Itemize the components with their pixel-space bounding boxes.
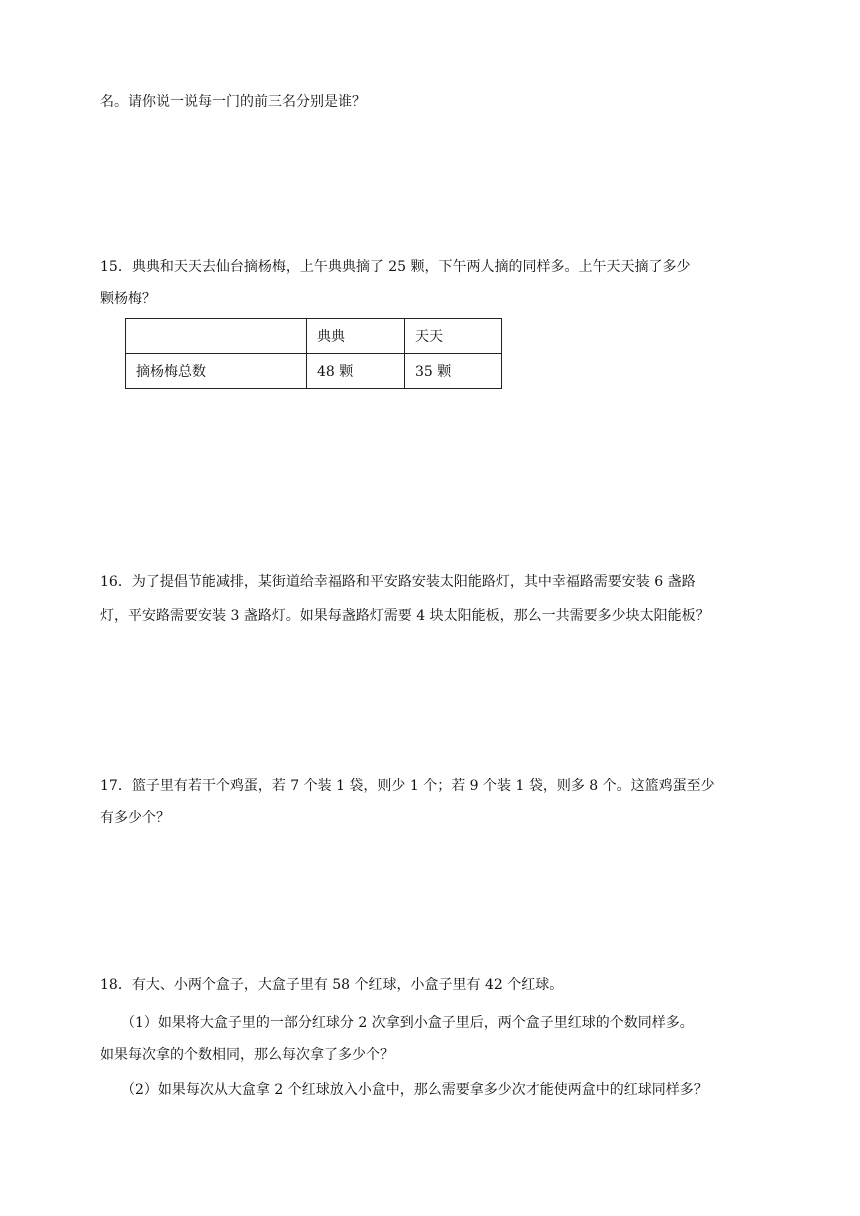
question-16-line-2: 灯，平安路需要安装 3 盏路灯。如果每盏路灯需要 4 块太阳能板，那么一共需要多少块太阳能板？ [100,608,710,624]
question-18-part-2: （2）如果每次从大盒拿 2 个红球放入小盒中，那么需要拿多少次才能使两盒中的红球同样多？ [121,1082,708,1098]
table-cell-tiantian: 35 颗 [405,354,502,389]
table-cell-diandian: 48 颗 [307,354,405,389]
question-14-continuation: 名。请你说一说每一门的前三名分别是谁？ [100,94,366,110]
question-18-part-1-line-2: 如果每次拿的个数相同，那么每次拿了多少个？ [100,1047,394,1063]
table-row [126,354,502,389]
question-15-line-2: 颗杨梅？ [100,291,156,307]
table-header-row [126,319,502,354]
question-16-line-1: 16．为了提倡节能减排，某街道给幸福路和平安路安装太阳能路灯，其中幸福路需要安装 6 盏路 [100,574,696,590]
table-header-empty [126,319,307,354]
table-row-label: 摘杨梅总数 [126,354,307,389]
question-18-line-1: 18．有大、小两个盒子，大盒子里有 58 个红球，小盒子里有 42 个红球。 [100,977,564,993]
table-header-tiantian: 天天 [405,319,502,354]
picking-table [125,318,502,389]
question-17-line-2: 有多少个？ [100,810,170,826]
table-header-diandian: 典典 [307,319,405,354]
question-18-part-1-line-1: （1）如果将大盒子里的一部分红球分 2 次拿到小盒子里后，两个盒子里红球的个数同样多。 [121,1015,694,1031]
question-17-line-1: 17．篮子里有若干个鸡蛋，若 7 个装 1 袋，则少 1 个；若 9 个装 1 袋，则多 8 个。这篮鸡蛋至少 [100,778,715,794]
question-15-line-1: 15．典典和天天去仙台摘杨梅，上午典典摘了 25 颗，下午两人摘的同样多。上午天天摘了多少 [100,259,691,275]
